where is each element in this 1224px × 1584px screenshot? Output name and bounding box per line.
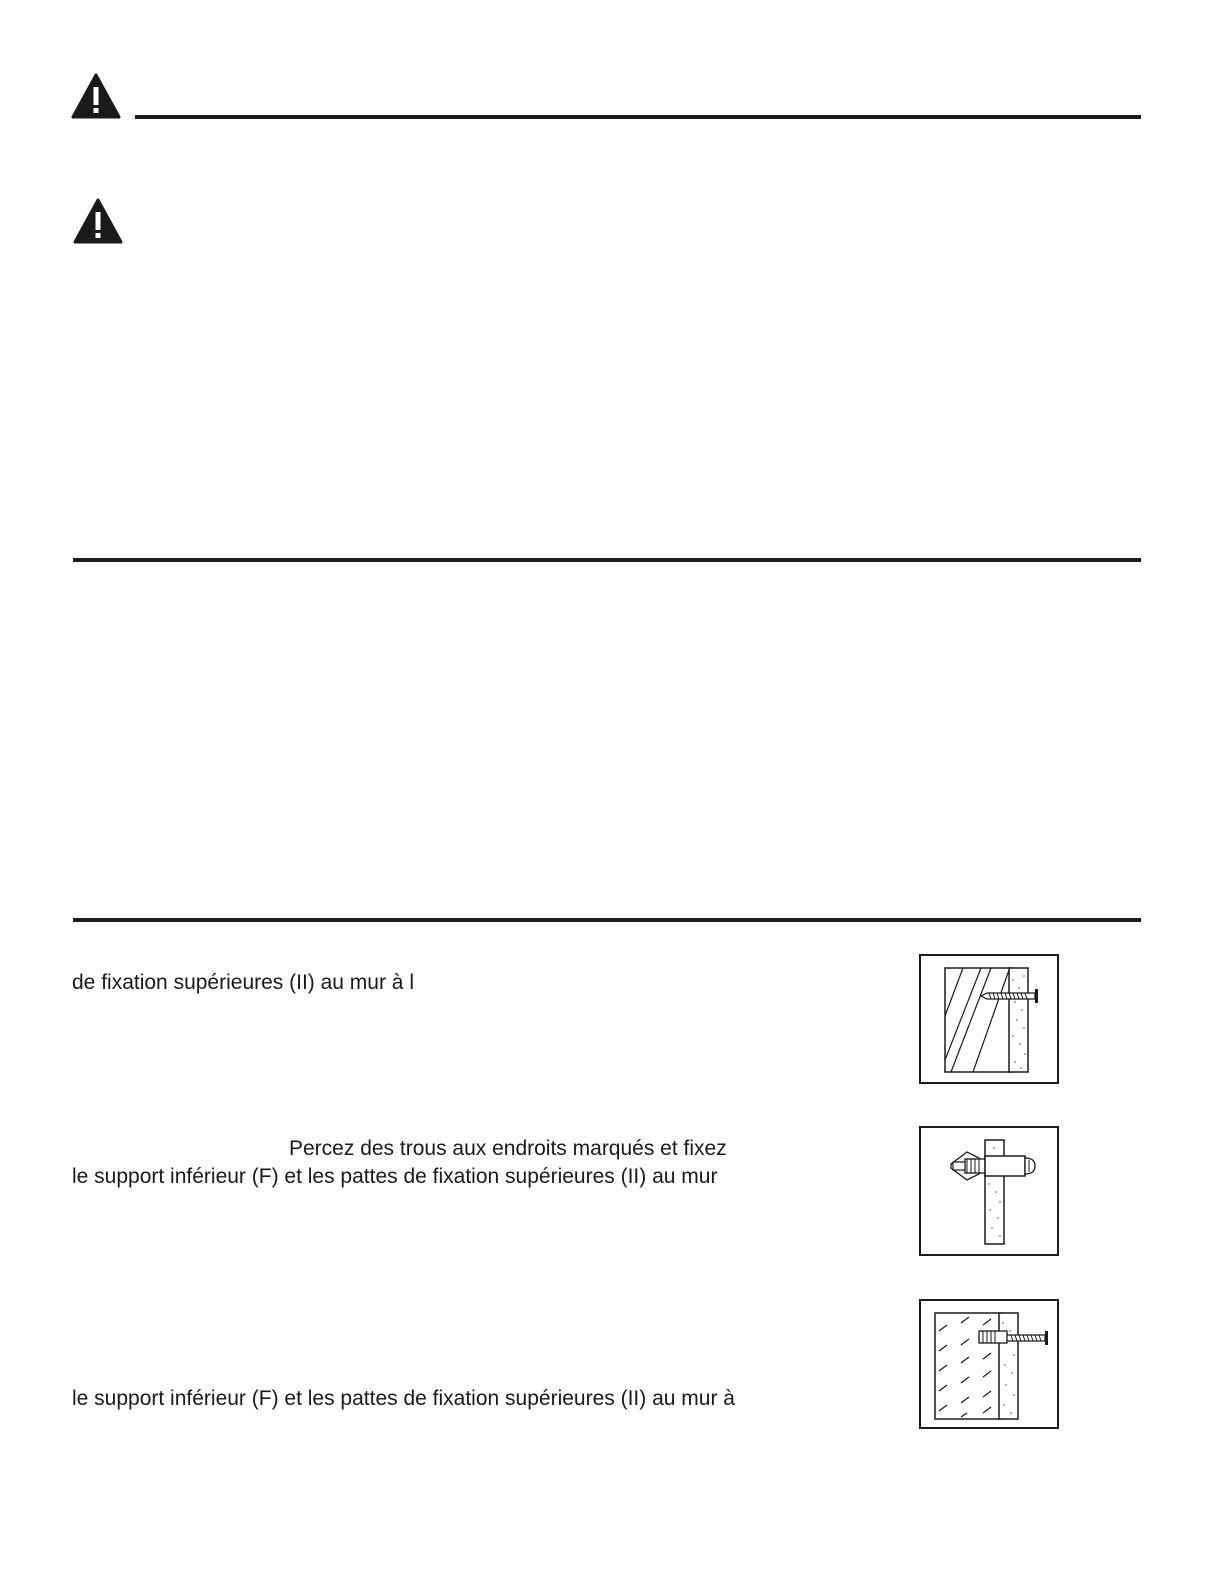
hollow-wall-instruction-line1: Percez des trous aux endroits marqués et fixez: [289, 1137, 727, 1160]
section-divider: [73, 558, 1141, 562]
hollow-wall-anchor-icon: [921, 1128, 1057, 1254]
warning-triangle-icon: [73, 198, 123, 244]
concrete-wall-anchor-figure: [919, 1299, 1059, 1429]
concrete-wall-instruction: le support inférieur (F) et les pattes de fixation supérieures (II) au mur à: [72, 1387, 735, 1410]
hollow-wall-anchor-figure: [919, 1126, 1059, 1256]
wood-stud-instruction: de fixation supérieures (II) au mur à l: [72, 971, 414, 994]
concrete-wall-anchor-icon: [921, 1301, 1057, 1427]
section-divider: [73, 918, 1141, 922]
warning-header-rule: [135, 115, 1141, 119]
warning-triangle-icon: [71, 73, 121, 119]
hollow-wall-instruction-line2: le support inférieur (F) et les pattes de fixation supérieures (II) au mur: [72, 1165, 718, 1188]
wood-stud-screw-icon: [921, 956, 1057, 1082]
wood-stud-screw-figure: [919, 954, 1059, 1084]
